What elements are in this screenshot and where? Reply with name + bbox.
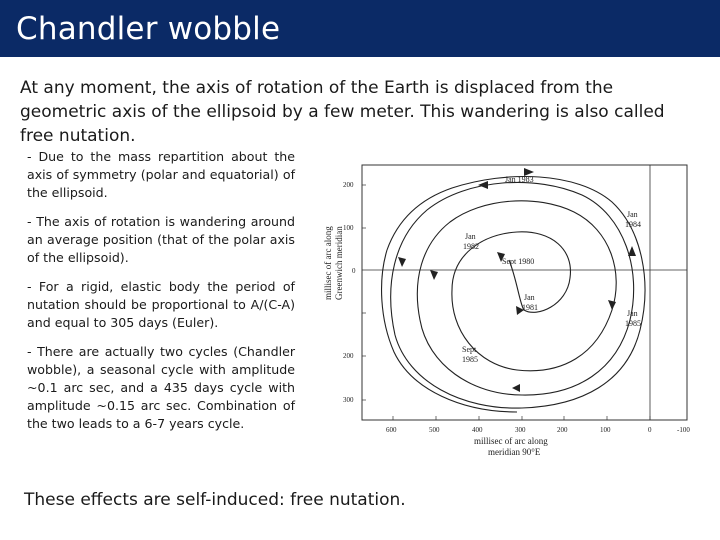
x-tick-label: 400 (472, 426, 483, 434)
annotation-jan-1982-line1: Jan (465, 232, 476, 241)
annotation-jan-1981-line1: Jan (524, 293, 535, 302)
x-axis-label-line2: meridian 90°E (488, 447, 541, 457)
trace-segment-outer (391, 182, 634, 395)
page-title: Chandler wobble (16, 11, 281, 47)
conclusion-text: These effects are self-induced: free nutation. (24, 490, 406, 510)
annotation-sept-1985-line2: 1985 (462, 355, 478, 364)
annotation-jan-1985-line2: 1985 (625, 319, 641, 328)
x-tick-label: 0 (648, 426, 652, 434)
polar-motion-trace (382, 176, 645, 412)
annotation-jan-1985-line1: Jan (627, 309, 638, 318)
arrow-marker (398, 257, 406, 267)
y-tick-label: 0 (352, 267, 356, 275)
annotation-jan-1984-line1: Jan (627, 210, 638, 219)
y-tick-label: 300 (343, 396, 354, 404)
bullet-mass-repartition: - Due to the mass repartition about the axis of symmetry (polar and equatorial) of the ellipsoid. (27, 149, 295, 200)
arrow-marker (512, 384, 520, 392)
bullet-list (27, 148, 295, 444)
annotation-jan-1984-line2: 1984 (625, 220, 641, 229)
annotation-sept-1985-line1: Sept (462, 345, 477, 354)
y-tick-label: 200 (343, 181, 354, 189)
arrow-marker (478, 181, 488, 189)
bullet-axis-wandering: - The axis of rotation is wandering around an average position (that of the polar axis of the ellipsoid). (27, 214, 295, 265)
arrow-marker (430, 270, 438, 280)
x-tick-label: 500 (429, 426, 440, 434)
intro-paragraph: At any moment, the axis of rotation of the Earth is displaced from the geometric axis of the ellipsoid by a few meter. This wandering is also called free nutation. (20, 78, 665, 146)
direction-arrows (398, 168, 636, 392)
polar-motion-figure (312, 160, 712, 460)
arrow-marker (628, 246, 636, 256)
x-tick-label: -100 (677, 426, 690, 434)
polar-motion-plot (312, 160, 712, 460)
x-tick-labels (386, 426, 690, 434)
y-axis-label-line1: millisec of arc along (323, 226, 333, 300)
y-tick-label: 200 (343, 352, 354, 360)
x-tick-label: 100 (600, 426, 611, 434)
annotation-jan-1983: Jan 1983 (505, 175, 534, 184)
title-bar (0, 0, 720, 57)
x-axis-label-line1: millisec of arc along (474, 436, 548, 446)
trace-segment-final (382, 250, 517, 412)
y-tick-label: 100 (343, 224, 354, 232)
annotation-jan-1981-line2: 1981 (522, 303, 538, 312)
bullet-two-cycles: - There are actually two cycles (Chandler wobble), a seasonal cycle with amplitude ~0.1 arc sec, and a 435 days cycle with amplitude ~0.15 arc sec. Combination of the two leads to a 6-7 years cycle. (27, 344, 295, 431)
x-tick-label: 300 (515, 426, 526, 434)
bullet-euler-period: - For a rigid, elastic body the period of nutation should be proportional to A/(C-A) and equal to 305 days (Euler). (27, 279, 295, 330)
x-tick-label: 200 (557, 426, 568, 434)
x-tick-label: 600 (386, 426, 397, 434)
annotation-sept-1980: Sept 1980 (502, 257, 535, 266)
y-tick-labels (343, 181, 356, 404)
y-axis-label-line2: Greenwich meridian (334, 226, 344, 300)
annotation-jan-1982-line2: 1982 (463, 242, 479, 251)
